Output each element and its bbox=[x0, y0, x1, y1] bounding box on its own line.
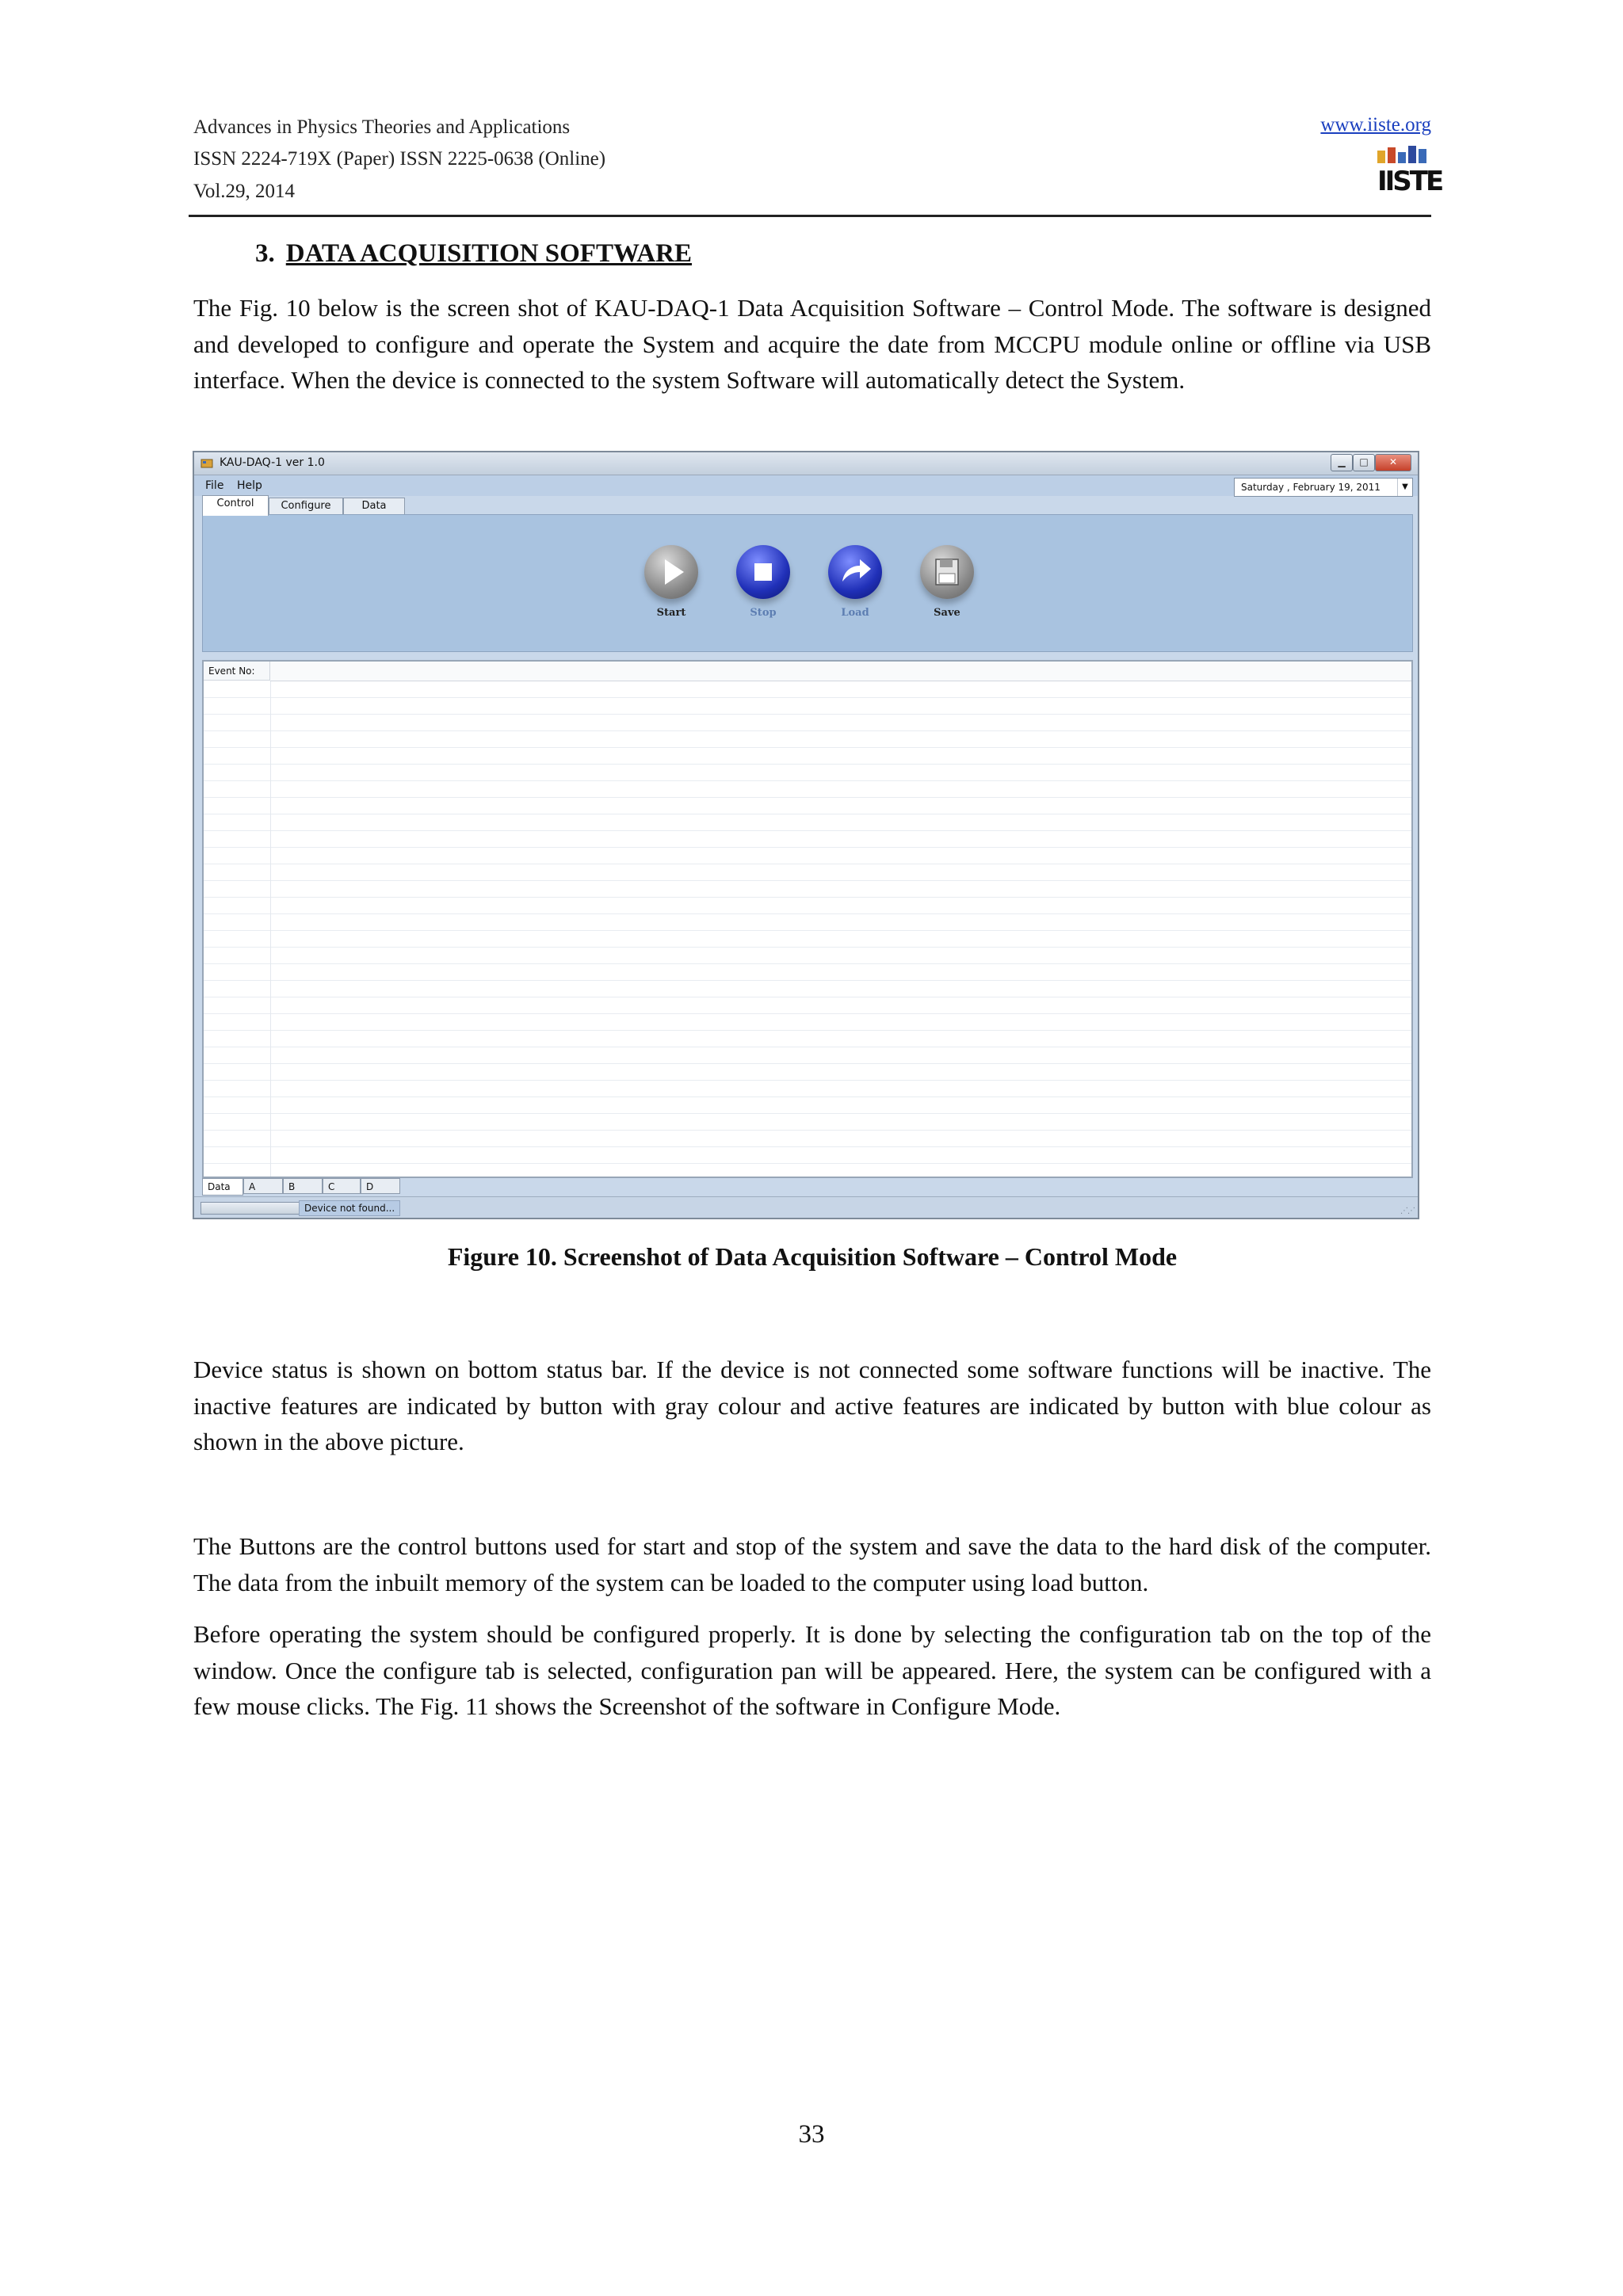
stop-label: Stop bbox=[750, 607, 777, 619]
start-button[interactable] bbox=[642, 545, 701, 619]
menu-file[interactable]: File bbox=[205, 479, 224, 492]
stop-button[interactable] bbox=[734, 545, 792, 619]
save-label: Save bbox=[934, 607, 960, 619]
tab-configure[interactable]: Configure bbox=[269, 498, 343, 515]
grid-header-row bbox=[270, 662, 1411, 681]
save-button[interactable] bbox=[918, 545, 976, 619]
grid-header-event-no[interactable]: Event No: bbox=[204, 662, 270, 681]
bottom-tab-data[interactable]: Data bbox=[202, 1178, 243, 1196]
header-rule bbox=[189, 215, 1431, 217]
paragraph-device-status: Device status is shown on bottom status bar. If the device is not connected some software functions will be inactive. The inactive features are indicated by button with gray colour and active features are indicated by button with blue colour as shown in the above picture. bbox=[193, 1356, 1431, 1455]
maximize-button[interactable]: □ bbox=[1353, 454, 1375, 471]
section-number: 3. bbox=[255, 239, 275, 268]
start-label: Start bbox=[656, 607, 686, 619]
iiste-logo bbox=[1377, 146, 1442, 203]
tab-control[interactable]: Control bbox=[202, 495, 269, 516]
progress-bar bbox=[200, 1202, 300, 1215]
logo-text: IISTE bbox=[1377, 166, 1442, 197]
device-status-text: Device not found... bbox=[299, 1200, 400, 1216]
status-bar bbox=[194, 1196, 1418, 1218]
logo-bars bbox=[1377, 146, 1431, 163]
journal-url-link[interactable]: www.iiste.org bbox=[1320, 114, 1431, 135]
bottom-tab-d[interactable]: D bbox=[361, 1178, 400, 1194]
paragraph-intro: The Fig. 10 below is the screen shot of KAU-DAQ-1 Data Acquisition Software – Control Mode. The software is designed and developed to configure and operate the System and acquire the date from MCCPU module online or offline via USB interface. When the device is connected to the system Software will automatically detect the System. bbox=[193, 294, 1431, 394]
figure-caption: Figure 10. Screenshot of Data Acquisition Software – Control Mode bbox=[447, 1242, 1178, 1271]
bottom-tab-b[interactable]: B bbox=[283, 1178, 323, 1194]
window-titlebar bbox=[194, 452, 1418, 475]
floppy-disk-icon bbox=[920, 545, 974, 599]
stop-icon bbox=[736, 545, 790, 599]
date-value: Saturday , February 19, 2011 bbox=[1241, 482, 1381, 493]
event-data-grid[interactable] bbox=[202, 660, 1413, 1178]
resize-grip-icon[interactable]: ⋰⋰ bbox=[1400, 1207, 1415, 1215]
load-label: Load bbox=[841, 607, 869, 619]
journal-name: Advances in Physics Theories and Applications bbox=[193, 116, 571, 138]
grid-rows bbox=[204, 681, 1411, 1177]
section-title: DATA ACQUISITION SOFTWARE bbox=[285, 239, 692, 268]
grid-column-divider bbox=[270, 681, 271, 1177]
app-icon bbox=[200, 457, 213, 470]
play-icon bbox=[644, 545, 698, 599]
load-button[interactable] bbox=[826, 545, 884, 619]
page-number: 33 bbox=[798, 2120, 825, 2149]
tab-data[interactable]: Data bbox=[343, 498, 405, 515]
paragraph-buttons: The Buttons are the control buttons used for start and stop of the system and save the data to the hard disk of the computer. The data from the inbuilt memory of the system can be loaded to the computer using load button. bbox=[193, 1532, 1431, 1596]
minimize-button[interactable]: ▁ bbox=[1331, 454, 1353, 471]
paragraph-configure: Before operating the system should be configured properly. It is done by selecting the configuration tab on the top of the window. Once the configure tab is selected, configuration pan will be appeared. Here, the system can be configured with a few mouse clicks. The Fig. 11 shows the Screenshot of the software in Configure Mode. bbox=[193, 1620, 1431, 1720]
close-button[interactable]: ✕ bbox=[1375, 454, 1411, 471]
journal-volume: Vol.29, 2014 bbox=[193, 181, 296, 202]
journal-issn: ISSN 2224-719X (Paper) ISSN 2225-0638 (Online) bbox=[193, 148, 606, 170]
bottom-tab-a[interactable]: A bbox=[243, 1178, 283, 1194]
chevron-down-icon[interactable]: ▼ bbox=[1397, 479, 1412, 496]
window-title: KAU-DAQ-1 ver 1.0 bbox=[220, 456, 325, 469]
load-arrow-icon bbox=[828, 545, 882, 599]
section-heading bbox=[255, 239, 692, 269]
bottom-tab-c[interactable]: C bbox=[323, 1178, 361, 1194]
menu-help[interactable]: Help bbox=[237, 479, 262, 492]
app-screenshot-figure bbox=[193, 451, 1419, 1219]
control-button-panel bbox=[202, 514, 1413, 652]
date-picker[interactable] bbox=[1234, 478, 1413, 497]
